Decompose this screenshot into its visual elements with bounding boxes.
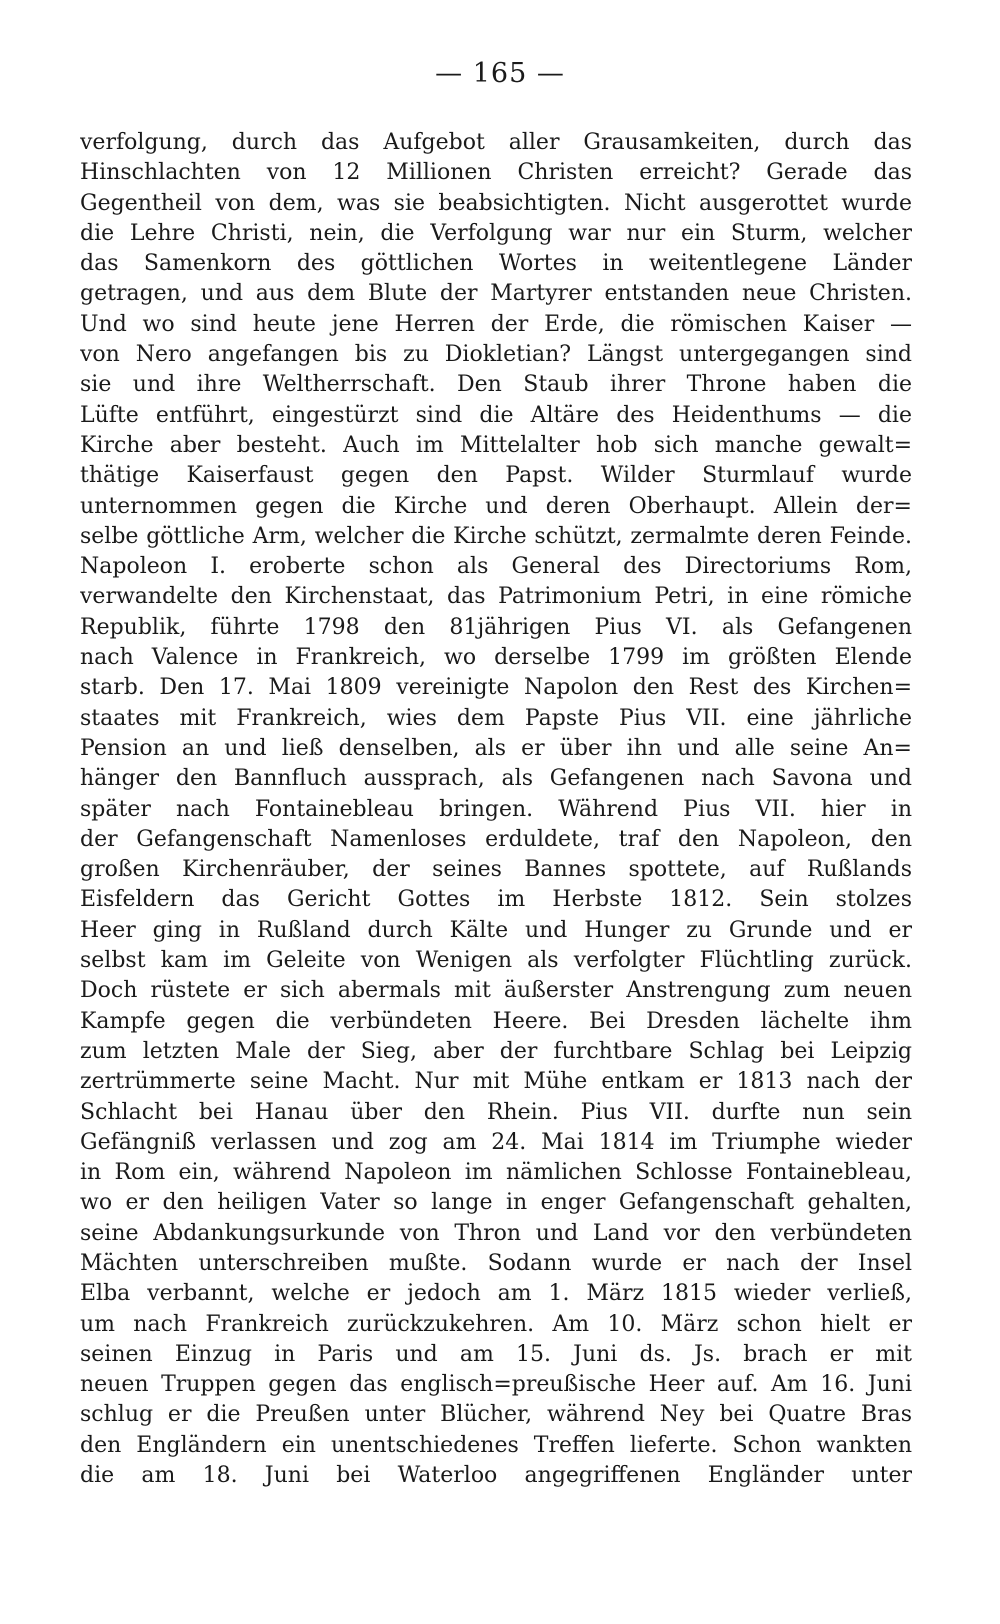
text-line: der Gefangenschaft Namenloses erduldete, traf den Napoleon, den	[80, 826, 912, 852]
text-line: seinen Einzug in Paris und am 15. Juni ds. Js. brach er mit	[80, 1341, 912, 1367]
text-line: später nach Fontainebleau bringen. Während Pius VII. hier in	[80, 796, 912, 822]
text-line: um nach Frankreich zurückzukehren. Am 10. März schon hielt er	[80, 1311, 912, 1337]
page-number: — 165 —	[435, 58, 565, 89]
text-line: seine Abdankungsurkunde von Thron und Land vor den verbündeten	[80, 1220, 912, 1246]
text-line: Pension an und ließ denselben, als er über ihn und alle seine An=	[80, 735, 912, 761]
text-line: nach Valence in Frankreich, wo derselbe 1799 im größten Elende	[80, 645, 912, 671]
text-line: schlug er die Preußen unter Blücher, während Ney bei Quatre Bras	[80, 1402, 912, 1428]
text-line: die am 18. Juni bei Waterloo angegriffenen Engländer unter	[80, 1463, 912, 1489]
text-line: Gegentheil von dem, was sie beabsichtigten. Nicht ausgerottet wurde	[80, 190, 912, 216]
text-line: hänger den Bannfluch aussprach, als Gefangenen nach Savona und	[80, 766, 912, 792]
text-line: Republik, führte 1798 den 81jährigen Pius VI. als Gefangenen	[80, 614, 912, 640]
text-line: getragen, und aus dem Blute der Martyrer entstanden neue Christen.	[80, 281, 912, 307]
text-line: Hinschlachten von 12 Millionen Christen erreicht? Gerade das	[80, 160, 912, 186]
text-line: verwandelte den Kirchenstaat, das Patrimonium Petri, in eine römiche	[80, 584, 912, 610]
text-line: Eisfeldern das Gericht Gottes im Herbste 1812. Sein stolzes	[80, 887, 912, 913]
text-line: selbe göttliche Arm, welcher die Kirche schützt, zermalmte deren Feinde.	[80, 523, 912, 549]
text-line: verfolgung, durch das Aufgebot aller Grausamkeiten, durch das	[80, 130, 912, 155]
text-line: Lüfte entführt, eingestürzt sind die Altäre des Heidenthums — die	[80, 402, 912, 428]
text-line: Elba verbannt, welche er jedoch am 1. März 1815 wieder verließ,	[80, 1281, 912, 1307]
text-line: thätige Kaiserfaust gegen den Papst. Wilder Sturmlauf wurde	[80, 463, 912, 489]
text-line: unternommen gegen die Kirche und deren Oberhaupt. Allein der=	[80, 493, 912, 519]
text-line: Doch rüstete er sich abermals mit äußerster Anstrengung zum neuen	[80, 978, 912, 1004]
text-line: selbst kam im Geleite von Wenigen als verfolgter Flüchtling zurück.	[80, 948, 912, 974]
text-line: Schlacht bei Hanau über den Rhein. Pius VII. durfte nun sein	[80, 1099, 912, 1125]
body-text	[80, 128, 912, 1491]
text-line: großen Kirchenräuber, der seines Bannes spottete, auf Rußlands	[80, 857, 912, 883]
text-line: in Rom ein, während Napoleon im nämlichen Schlosse Fontainebleau,	[80, 1160, 912, 1186]
text-line: zum letzten Male der Sieg, aber der furchtbare Schlag bei Leipzig	[80, 1038, 912, 1064]
text-line: sie und ihre Weltherrschaft. Den Staub ihrer Throne haben die	[80, 372, 912, 398]
text-line: Gefängniß verlassen und zog am 24. Mai 1814 im Triumphe wieder	[80, 1129, 912, 1155]
text-line: Kampfe gegen die verbündeten Heere. Bei Dresden lächelte ihm	[80, 1008, 912, 1034]
text-line: staates mit Frankreich, wies dem Papste Pius VII. eine jährliche	[80, 705, 912, 731]
text-line: Heer ging in Rußland durch Kälte und Hunger zu Grunde und er	[80, 917, 912, 943]
text-line: wo er den heiligen Vater so lange in enger Gefangenschaft gehalten,	[80, 1190, 912, 1216]
text-line: den Engländern ein unentschiedenes Treffen lieferte. Schon wankten	[80, 1432, 912, 1458]
text-line: Und wo sind heute jene Herren der Erde, die römischen Kaiser —	[80, 311, 912, 337]
text-line: Mächten unterschreiben mußte. Sodann wurde er nach der Insel	[80, 1250, 912, 1276]
text-line: zertrümmerte seine Macht. Nur mit Mühe entkam er 1813 nach der	[80, 1069, 912, 1095]
text-line: Kirche aber besteht. Auch im Mittelalter hob sich manche gewalt=	[80, 432, 912, 458]
text-line: von Nero angefangen bis zu Diokletian? Längst untergegangen sind	[80, 342, 912, 368]
text-line: starb. Den 17. Mai 1809 vereinigte Napolon den Rest des Kirchen=	[80, 675, 912, 701]
text-line: die Lehre Christi, nein, die Verfolgung war nur ein Sturm, welcher	[80, 220, 912, 246]
text-line: das Samenkorn des göttlichen Wortes in weitentlegene Länder	[80, 251, 912, 277]
text-line: Napoleon I. eroberte schon als General des Directoriums Rom,	[80, 554, 912, 580]
text-line: neuen Truppen gegen das englisch=preußische Heer auf. Am 16. Juni	[80, 1372, 912, 1398]
